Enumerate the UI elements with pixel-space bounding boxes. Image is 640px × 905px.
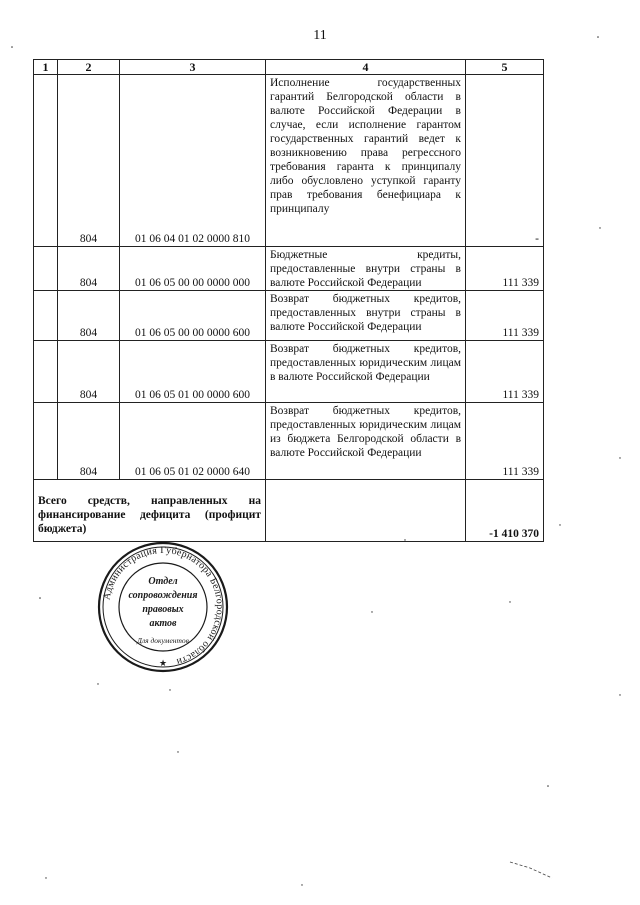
stamp-line-2: сопровождения xyxy=(128,590,198,601)
total-label: Всего средств, направленных на финансирование дефицита (профицит бюджета) xyxy=(34,480,266,542)
stamp-star-icon: ★ xyxy=(158,658,168,668)
admin-code-cell: 804 xyxy=(58,75,120,247)
class-code-cell: 01 06 05 00 00 0000 600 xyxy=(120,291,266,341)
description-cell: Возврат бюджетных кредитов, предоставленных юридическим лицам из бюджета Белгородской области в валюте Российской Федерации xyxy=(266,403,466,480)
description-cell: Исполнение государственных гарантий Белгородской области в валюте Российской Федерации в случае, если исполнение гарантом государственных гарантий ведет к возникновению права регрессного требования гаранта к принципалу либо обусловлено уступкой гаранту прав требования бенефициара к принципалу xyxy=(266,75,466,247)
stamp-bottom-text: Для документов xyxy=(137,636,189,645)
amount-cell: 111 339 xyxy=(466,247,544,291)
admin-code-cell: 804 xyxy=(58,247,120,291)
description-cell: Бюджетные кредиты, предоставленные внутри страны в валюте Российской Федерации xyxy=(266,247,466,291)
amount-cell: 111 339 xyxy=(466,291,544,341)
header-col-2: 2 xyxy=(58,60,120,75)
class-code-cell: 01 06 05 01 02 0000 640 xyxy=(120,403,266,480)
header-col-4: 4 xyxy=(266,60,466,75)
class-code-cell: 01 06 04 01 02 0000 810 xyxy=(120,75,266,247)
total-amount: -1 410 370 xyxy=(466,480,544,542)
description-cell: Возврат бюджетных кредитов, предоставленных юридическим лицам в валюте Российской Федерации xyxy=(266,341,466,403)
stamp-line-3: правовых xyxy=(142,604,184,615)
admin-code-cell: 804 xyxy=(58,341,120,403)
header-col-5: 5 xyxy=(466,60,544,75)
stamp-line-1: Отдел xyxy=(148,576,178,587)
header-col-1: 1 xyxy=(34,60,58,75)
stamp-line-4: актов xyxy=(149,618,177,629)
class-code-cell: 01 06 05 01 00 0000 600 xyxy=(120,341,266,403)
description-cell: Возврат бюджетных кредитов, предоставленных внутри страны в валюте Российской Федерации xyxy=(266,291,466,341)
admin-code-cell: 804 xyxy=(58,403,120,480)
header-col-3: 3 xyxy=(120,60,266,75)
class-code-cell: 01 06 05 00 00 0000 000 xyxy=(120,247,266,291)
admin-code-cell: 804 xyxy=(58,291,120,341)
page-number: 11 xyxy=(313,28,327,43)
amount-cell: 111 339 xyxy=(466,403,544,480)
amount-cell: - xyxy=(466,75,544,247)
amount-cell: 111 339 xyxy=(466,341,544,403)
stamp-outer-text: Администрация Губернатора Белгородской области xyxy=(101,544,226,668)
